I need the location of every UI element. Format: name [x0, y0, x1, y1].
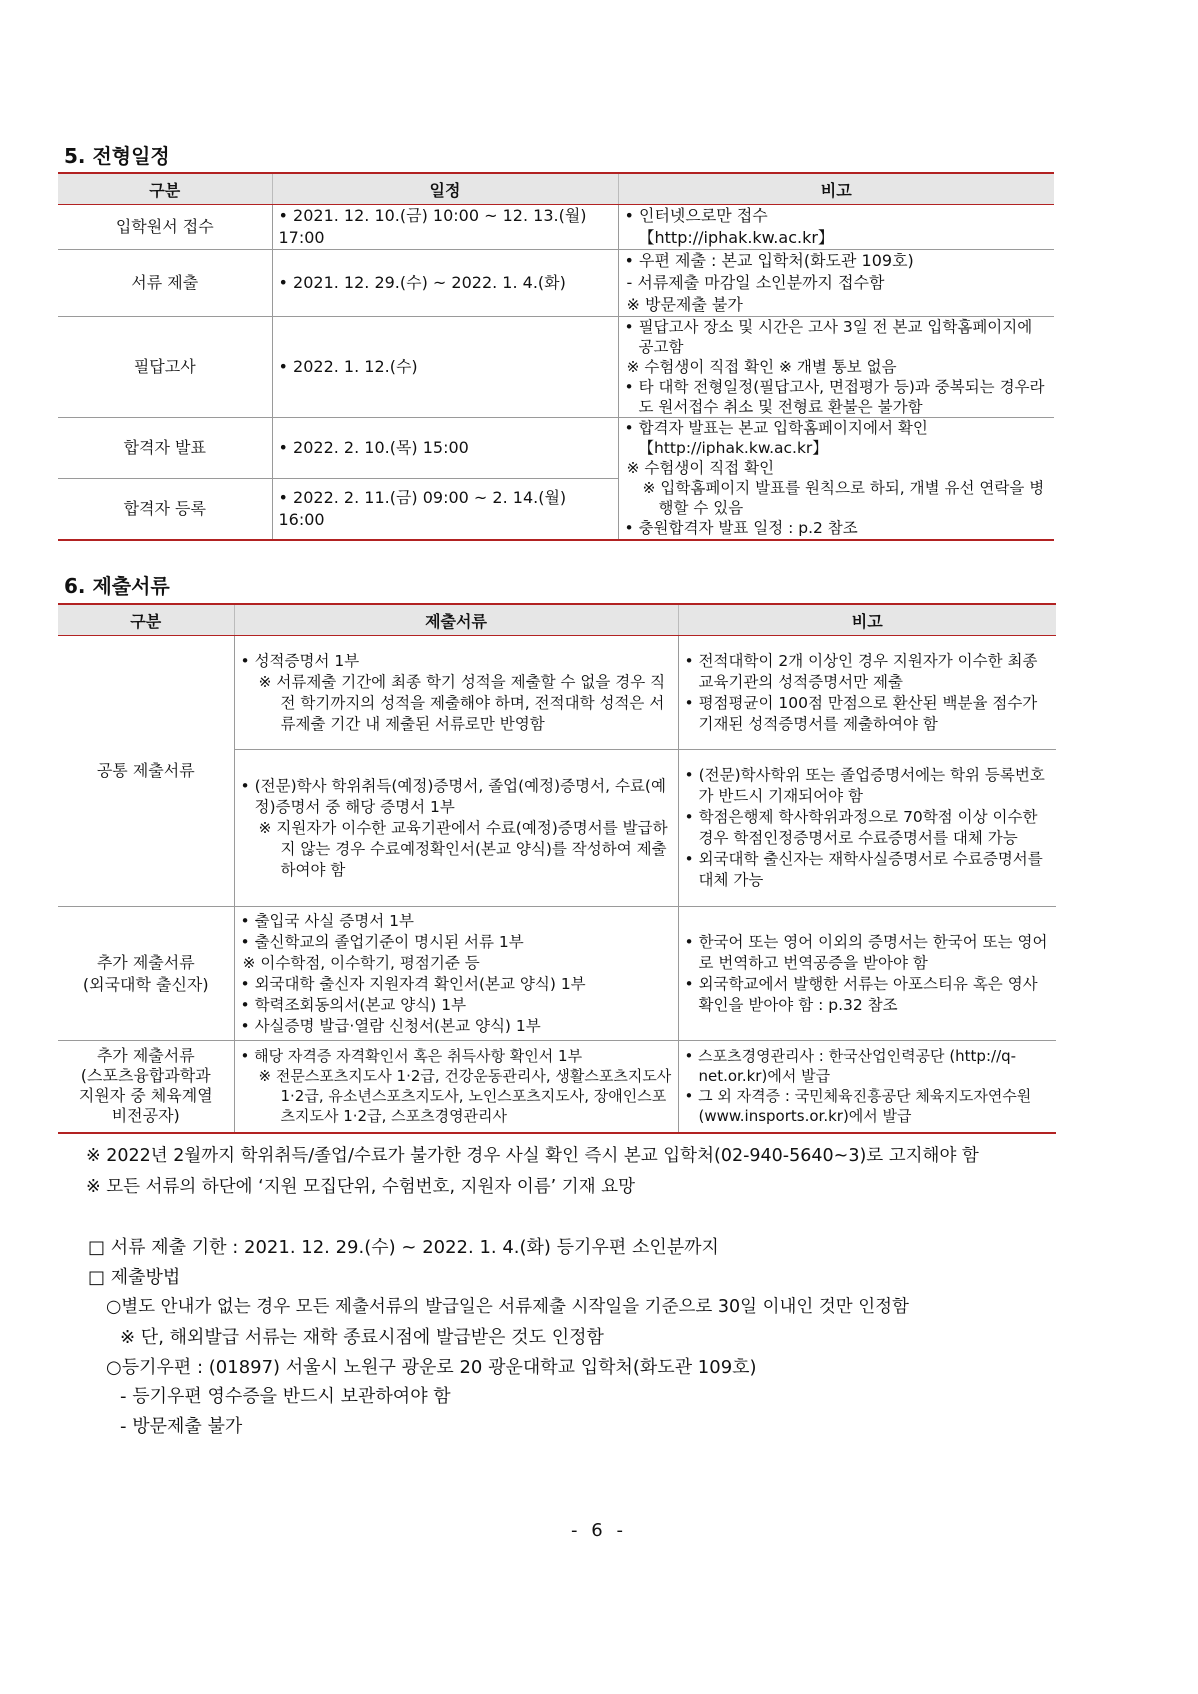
row-label: 합격자 등록 — [58, 479, 272, 540]
row-label: 서류 제출 — [58, 250, 272, 317]
row-date: • 2021. 12. 29.(수) ~ 2022. 1. 4.(화) — [272, 250, 618, 317]
documents-table — [58, 603, 1056, 1134]
row-label: 추가 제출서류 (스포츠융합과학과 지원자 중 체육계열 비전공자) — [58, 1041, 234, 1133]
row-documents: • 해당 자격증 자격확인서 혹은 취득사항 확인서 1부 ※ 전문스포츠지도사 1·2급, 건강운동관리사, 생활스포츠지도사 1·2급, 유소년스포츠지도사, 노인스포츠지도사, 장애인스포츠지도사 1·2급, 스포츠경영관리사 — [234, 1041, 678, 1133]
table-row — [58, 205, 1054, 250]
schedule-table — [58, 172, 1054, 541]
footnote: ※ 모든 서류의 하단에 ‘지원 모집단위, 수험번호, 지원자 이름’ 기재 요망 — [86, 1177, 635, 1197]
row-label: 입학원서 접수 — [58, 205, 272, 250]
row-date: • 2021. 12. 10.(금) 10:00 ~ 12. 13.(월) 17:00 — [272, 205, 618, 250]
method-note: ※ 단, 해외발급 서류는 재학 종료시점에 발급받은 것도 인정함 — [120, 1327, 604, 1348]
method-subitem: - 방문제출 불가 — [120, 1416, 243, 1437]
row-remarks: • 필답고사 장소 및 시간은 고사 3일 전 본교 입학홈페이지에 공고함 ※ 수험생이 직접 확인 ※ 개별 통보 없음 • 타 대학 전형일정(필답고사, 면접평가 등)과 중복되는 경우라도 원서접수 취소 및 전형료 환불은 불가함 — [618, 317, 1054, 418]
row-label: 필답고사 — [58, 317, 272, 418]
section5-title: 5. 전형일정 — [64, 144, 170, 168]
method-item: ○별도 안내가 없는 경우 모든 제출서류의 발급일은 서류제출 시작일을 기준으로 30일 이내인 것만 인정함 — [106, 1297, 909, 1317]
row-remarks: • 합격자 발표는 본교 입학홈페이지에서 확인 【http://iphak.kw.ac.kr】 ※ 수험생이 직접 확인 ※ 입학홈페이지 발표를 원칙으로 하되, 개별 유선 연락을 병행할 수 있음 • 충원합격자 발표 일정 : p.2 참조 — [618, 418, 1054, 540]
col-header-schedule: 일정 — [272, 173, 618, 205]
table-row — [58, 250, 1054, 317]
row-documents: • 출입국 사실 증명서 1부 • 출신학교의 졸업기준이 명시된 서류 1부 ※ 이수학점, 이수학기, 평점기준 등 • 외국대학 출신자 지원자격 확인서(본교 양식) 1부 • 학력조회동의서(본교 양식) 1부 • 사실증명 발급·열람 신청서(본교 양식) 1부 — [234, 907, 678, 1041]
row-remarks: • 한국어 또는 영어 이외의 증명서는 한국어 또는 영어로 번역하고 번역공증을 받아야 함 • 외국학교에서 발행한 서류는 아포스티유 혹은 영사확인을 받아야 함 : p.32 참조 — [678, 907, 1056, 1041]
table-row — [58, 907, 1056, 1041]
col-header-remarks: 비고 — [618, 173, 1054, 205]
row-label: 합격자 발표 — [58, 418, 272, 479]
submission-method-title: □ 제출방법 — [88, 1267, 181, 1288]
row-remarks: • 인터넷으로만 접수 【http://iphak.kw.ac.kr】 — [618, 205, 1054, 250]
section6-title: 6. 제출서류 — [64, 574, 170, 598]
page-number: - 6 - — [571, 1520, 627, 1541]
row-remarks: • (전문)학사학위 또는 졸업증명서에는 학위 등록번호가 반드시 기재되어야 함 • 학점은행제 학사학위과정으로 70학점 이상 이수한 경우 학점인정증명서로 수료증명서를 대체 가능 • 외국대학 출신자는 재학사실증명서로 수료증명서를 대체 가능 — [678, 750, 1056, 907]
row-remarks: • 우편 제출 : 본교 입학처(화도관 109호) - 서류제출 마감일 소인분까지 접수함 ※ 방문제출 불가 — [618, 250, 1054, 317]
row-remarks: • 전적대학이 2개 이상인 경우 지원자가 이수한 최종 교육기관의 성적증명서만 제출 • 평점평균이 100점 만점으로 환산된 백분율 점수가 기재된 성적증명서를 제출하여야 함 — [678, 636, 1056, 750]
table-row — [58, 317, 1054, 418]
col-header-documents: 제출서류 — [234, 604, 678, 636]
row-date: • 2022. 1. 12.(수) — [272, 317, 618, 418]
method-subitem: - 등기우편 영수증을 반드시 보관하여야 함 — [120, 1386, 451, 1407]
submission-deadline: □ 서류 제출 기한 : 2021. 12. 29.(수) ~ 2022. 1. 4.(화) 등기우편 소인분까지 — [88, 1237, 719, 1258]
method-item: ○등기우편 : (01897) 서울시 노원구 광운로 20 광운대학교 입학처(화도관 109호) — [106, 1357, 757, 1378]
row-label: 추가 제출서류 (외국대학 출신자) — [58, 907, 234, 1041]
row-date: • 2022. 2. 11.(금) 09:00 ~ 2. 14.(월) 16:00 — [272, 479, 618, 540]
row-documents: • (전문)학사 학위취득(예정)증명서, 졸업(예정)증명서, 수료(예정)증명서 중 해당 증명서 1부 ※ 지원자가 이수한 교육기관에서 수료(예정)증명서를 발급하지 않는 경우 수료예정확인서(본교 양식)를 작성하여 제출하여야 함 — [234, 750, 678, 907]
table-row — [58, 1041, 1056, 1133]
table-row — [58, 418, 1054, 479]
col-header-category: 구분 — [58, 173, 272, 205]
row-remarks: • 스포츠경영관리사 : 한국산업인력공단 (http://q-net.or.kr)에서 발급 • 그 외 자격증 : 국민체육진흥공단 체육지도자연수원(www.insports.or.kr)에서 발급 — [678, 1041, 1056, 1133]
row-date: • 2022. 2. 10.(목) 15:00 — [272, 418, 618, 479]
row-label: 공통 제출서류 — [58, 636, 234, 907]
col-header-category: 구분 — [58, 604, 234, 636]
row-documents: • 성적증명서 1부 ※ 서류제출 기간에 최종 학기 성적을 제출할 수 없을 경우 직전 학기까지의 성적을 제출해야 하며, 전적대학 성적은 서류제출 기간 내 제출된 서류로만 반영함 — [234, 636, 678, 750]
col-header-remarks: 비고 — [678, 604, 1056, 636]
table-row — [58, 636, 1056, 750]
footnote: ※ 2022년 2월까지 학위취득/졸업/수료가 불가한 경우 사실 확인 즉시 본교 입학처(02-940-5640~3)로 고지해야 함 — [86, 1146, 979, 1166]
